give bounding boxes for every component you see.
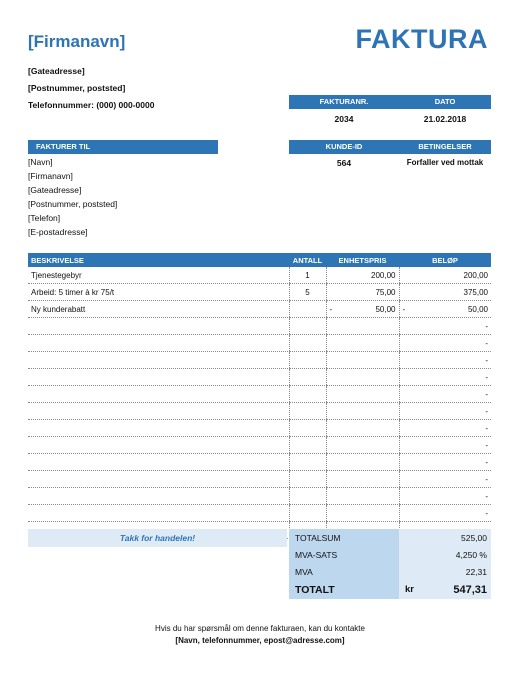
table-row bbox=[28, 301, 491, 318]
item-amount-sign: - bbox=[402, 304, 406, 314]
table-row bbox=[28, 403, 491, 420]
item-quantity bbox=[289, 420, 326, 437]
item-description bbox=[28, 488, 289, 505]
column-header-unit-price: ENHETSPRIS bbox=[326, 253, 399, 267]
table-row bbox=[28, 454, 491, 471]
column-header-amount: BELØP bbox=[399, 253, 491, 267]
item-amount: - bbox=[485, 372, 488, 382]
item-amount: - bbox=[485, 355, 488, 365]
bill-to-header: FAKTURER TIL bbox=[28, 140, 218, 154]
sender-phone: Telefonnummer: (000) 000-0000 bbox=[28, 100, 155, 110]
table-row bbox=[28, 420, 491, 437]
bill-to-street: [Gateadresse] bbox=[28, 185, 82, 195]
item-amount-cell bbox=[399, 454, 491, 471]
item-quantity bbox=[289, 488, 326, 505]
item-description bbox=[28, 386, 289, 403]
item-amount: - bbox=[485, 423, 488, 433]
sender-address-line-1: [Gateadresse] bbox=[28, 66, 85, 76]
table-row bbox=[28, 505, 491, 522]
bill-to-company: [Firmanavn] bbox=[28, 171, 73, 181]
item-amount-cell bbox=[399, 267, 491, 284]
item-description bbox=[28, 369, 289, 386]
table-row bbox=[28, 335, 491, 352]
item-amount: - bbox=[485, 406, 488, 416]
terms-header: BETINGELSER bbox=[399, 140, 491, 154]
contact-note: Hvis du har spørsmål om denne fakturaen, kan du kontakte bbox=[155, 624, 365, 633]
invoice-title: FAKTURA bbox=[355, 24, 488, 54]
item-description bbox=[28, 403, 289, 420]
item-amount: 200,00 bbox=[463, 270, 488, 280]
total-label: TOTALT bbox=[289, 581, 399, 599]
item-amount-cell bbox=[399, 420, 491, 437]
payment-terms: Forfaller ved mottak bbox=[406, 158, 484, 167]
total-value: 547,31 bbox=[453, 584, 487, 596]
item-amount-cell bbox=[399, 318, 491, 335]
item-amount: - bbox=[485, 474, 488, 484]
item-amount-cell bbox=[399, 284, 491, 301]
item-unit-price-cell bbox=[326, 471, 399, 488]
table-row bbox=[28, 352, 491, 369]
item-amount: - bbox=[485, 321, 488, 331]
table-row bbox=[28, 488, 491, 505]
vat-value: 22,31 bbox=[399, 564, 491, 581]
bill-to-postcode: [Postnummer, poststed] bbox=[28, 199, 118, 209]
item-unit-price-cell bbox=[326, 301, 399, 318]
item-quantity bbox=[289, 386, 326, 403]
table-row bbox=[28, 437, 491, 454]
item-quantity bbox=[289, 369, 326, 386]
total-currency: kr bbox=[405, 584, 414, 595]
table-row bbox=[28, 318, 491, 335]
column-header-description: BESKRIVELSE bbox=[28, 253, 289, 267]
item-unit-price-cell bbox=[326, 352, 399, 369]
item-description bbox=[28, 335, 289, 352]
item-unit-price-cell bbox=[326, 403, 399, 420]
item-description: Tjenestegebyr bbox=[28, 267, 289, 284]
bill-to-email: [E-postadresse] bbox=[28, 227, 88, 237]
item-quantity: 5 bbox=[289, 284, 326, 301]
contact-details: [Navn, telefonnummer, epost@adresse.com] bbox=[175, 636, 345, 645]
item-quantity: 1 bbox=[289, 267, 326, 284]
item-unit-price: 75,00 bbox=[375, 287, 396, 297]
item-unit-price-cell bbox=[326, 335, 399, 352]
item-amount-cell bbox=[399, 386, 491, 403]
item-unit-price: 200,00 bbox=[371, 270, 396, 280]
item-amount-cell bbox=[399, 437, 491, 454]
column-header-quantity: ANTALL bbox=[289, 253, 326, 267]
item-description bbox=[28, 437, 289, 454]
item-quantity bbox=[289, 454, 326, 471]
table-header-row bbox=[28, 253, 491, 267]
customer-id: 564 bbox=[336, 158, 352, 168]
invoice-number-header: FAKTURANR. bbox=[289, 95, 399, 109]
date-header: DATO bbox=[399, 95, 491, 109]
item-unit-price-cell bbox=[326, 488, 399, 505]
vat-rate-label: MVA-SATS bbox=[289, 547, 399, 564]
item-amount: - bbox=[485, 508, 488, 518]
vat-rate-value: 4,250 % bbox=[399, 547, 491, 564]
item-unit-price-cell bbox=[326, 454, 399, 471]
invoice-number: 2034 bbox=[334, 114, 354, 124]
company-name: [Firmanavn] bbox=[28, 32, 126, 51]
item-description: Ny kunderabatt bbox=[28, 301, 289, 318]
item-amount-cell bbox=[399, 352, 491, 369]
item-amount-cell bbox=[399, 335, 491, 352]
item-amount-cell bbox=[399, 488, 491, 505]
item-description bbox=[28, 505, 289, 522]
item-quantity bbox=[289, 318, 326, 335]
item-unit-price-sign: - bbox=[329, 304, 333, 314]
item-quantity bbox=[289, 301, 326, 318]
vat-label: MVA bbox=[289, 564, 399, 581]
table-row bbox=[28, 386, 491, 403]
item-amount-cell bbox=[399, 301, 491, 318]
table-row bbox=[28, 369, 491, 386]
item-unit-price-cell bbox=[326, 420, 399, 437]
item-unit-price-cell bbox=[326, 369, 399, 386]
subtotal-label: TOTALSUM bbox=[289, 529, 399, 547]
item-unit-price-cell bbox=[326, 267, 399, 284]
item-amount-cell bbox=[399, 471, 491, 488]
item-amount-cell bbox=[399, 505, 491, 522]
customer-id-header: KUNDE-ID bbox=[289, 140, 399, 154]
item-amount-cell bbox=[399, 403, 491, 420]
item-description bbox=[28, 454, 289, 471]
item-amount: - bbox=[485, 491, 488, 501]
item-amount: - bbox=[485, 389, 488, 399]
line-items-body bbox=[28, 267, 491, 539]
subtotal-value: 525,00 bbox=[399, 529, 491, 547]
table-row bbox=[28, 471, 491, 488]
item-quantity bbox=[289, 403, 326, 420]
item-description bbox=[28, 471, 289, 488]
sender-address-line-2: [Postnummer, poststed] bbox=[28, 83, 126, 93]
total-row bbox=[399, 581, 491, 599]
item-amount: - bbox=[485, 440, 488, 450]
item-unit-price-cell bbox=[326, 318, 399, 335]
item-unit-price-cell bbox=[326, 386, 399, 403]
item-quantity bbox=[289, 505, 326, 522]
item-unit-price-cell bbox=[326, 284, 399, 301]
item-amount: - bbox=[485, 338, 488, 348]
item-description bbox=[28, 352, 289, 369]
item-description: Arbeid: 5 timer à kr 75/t bbox=[28, 284, 289, 301]
item-quantity bbox=[289, 437, 326, 454]
table-row bbox=[28, 267, 491, 284]
item-amount: 375,00 bbox=[463, 287, 488, 297]
line-items-table bbox=[28, 253, 491, 539]
item-quantity bbox=[289, 471, 326, 488]
item-amount-cell bbox=[399, 369, 491, 386]
item-description bbox=[28, 420, 289, 437]
item-amount: 50,00 bbox=[467, 304, 488, 314]
item-description bbox=[28, 318, 289, 335]
table-row bbox=[28, 284, 491, 301]
thank-you-note: Takk for handelen! bbox=[28, 529, 287, 547]
bill-to-name: [Navn] bbox=[28, 157, 53, 167]
bill-to-phone: [Telefon] bbox=[28, 213, 61, 223]
item-amount: - bbox=[485, 457, 488, 467]
invoice-date: 21.02.2018 bbox=[423, 114, 467, 124]
item-unit-price-cell bbox=[326, 505, 399, 522]
item-quantity bbox=[289, 352, 326, 369]
item-quantity bbox=[289, 335, 326, 352]
item-unit-price-cell bbox=[326, 437, 399, 454]
item-unit-price: 50,00 bbox=[375, 304, 396, 314]
